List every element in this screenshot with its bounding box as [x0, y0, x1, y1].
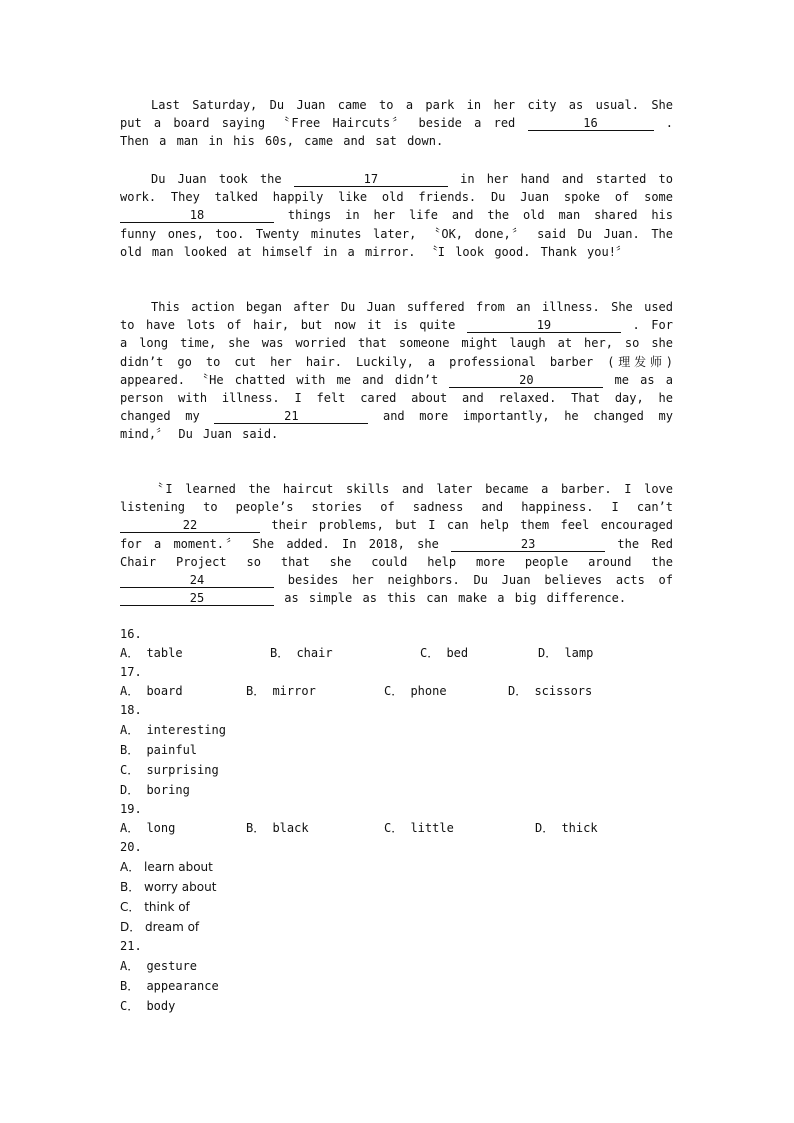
question-number: 21. [120, 939, 142, 953]
option-c[interactable]: C． phone [384, 684, 447, 698]
option-c[interactable]: C． think of [120, 900, 190, 914]
question-number: 18. [120, 703, 142, 717]
text-run: me as a person with illness. I felt cared about and relaxed. That day, he changed my [120, 372, 673, 424]
passage-paragraph-3 [120, 298, 673, 444]
blank-16[interactable]: 16 [528, 116, 654, 131]
question-number: 19. [120, 802, 142, 816]
options-row [120, 644, 680, 663]
option-b[interactable]: B． mirror [246, 684, 316, 698]
text-run: besides her neighbors. Du Juan believes acts of [274, 573, 673, 588]
blank-24[interactable]: 24 [120, 573, 274, 588]
paragraph-text [120, 298, 673, 444]
option-a[interactable]: A． gesture [120, 959, 198, 973]
options-row [120, 682, 680, 701]
blank-23[interactable]: 23 [451, 537, 605, 552]
question-number: 17. [120, 665, 142, 679]
text-run: . Then a man in his 60s, came and sat down. [120, 116, 673, 149]
question-number: 16. [120, 627, 142, 641]
option-a[interactable]: A． interesting [120, 723, 226, 737]
paragraph-text [120, 480, 673, 607]
text-run: the Red Chair Project so that she could help more people around the [120, 536, 673, 569]
blank-21[interactable]: 21 [214, 409, 368, 424]
text-run: and more importantly, he changed my mind,〞 Du Juan said. [120, 409, 673, 442]
text-run: as simple as this can make a big difference. [274, 591, 627, 606]
option-b[interactable]: B． appearance [120, 979, 219, 993]
blank-20[interactable]: 20 [449, 373, 603, 388]
passage-paragraph-4 [120, 480, 673, 607]
option-b[interactable]: B． black [246, 821, 309, 835]
option-a[interactable]: A． long [120, 821, 176, 835]
text-run: their problems, but I can help them feel encouraged for a moment.〞 She added. In 2018, she [120, 518, 673, 551]
blank-17[interactable]: 17 [294, 172, 448, 187]
option-b[interactable]: B． painful [120, 743, 198, 757]
text-run: 〝I learned the haircut skills and later became a barber. I love listening to people’s stories of sadness and happiness. I can’t [120, 482, 673, 515]
option-d[interactable]: D． dream of [120, 920, 200, 934]
question-list [120, 625, 680, 1016]
option-c[interactable]: C． little [384, 821, 454, 835]
question-number: 20. [120, 840, 142, 854]
blank-19[interactable]: 19 [467, 318, 621, 333]
passage-paragraph-1 [120, 96, 673, 151]
text-run: This action began after Du Juan suffered from an illness. She used to have lots of hair, but now it is quite [120, 300, 673, 333]
option-a[interactable]: A． board [120, 684, 183, 698]
option-a[interactable]: A． learn about [120, 860, 213, 874]
text-run: things in her life and the old man shared his funny ones, too. Twenty minutes later, 〝OK, done,〞 said Du Juan. The old man looked at himself in a mirror. 〝I look good. Thank you!〞 [120, 208, 673, 259]
blank-22[interactable]: 22 [120, 518, 260, 533]
option-d[interactable]: D． boring [120, 783, 190, 797]
text-run: Du Juan took the [151, 172, 294, 186]
paragraph-text [120, 170, 673, 261]
text-run: Last Saturday, Du Juan came to a park in her city as usual. She put a board saying 〝Free Haircuts〞 beside a red [120, 98, 673, 131]
option-b[interactable]: B． chair [270, 646, 333, 660]
blank-18[interactable]: 18 [120, 208, 274, 223]
option-d[interactable]: D． thick [535, 821, 598, 835]
options-row [120, 819, 680, 838]
text-run: . For a long time, she was worried that someone might laugh at her, so she didn’t go to cut her hair. Luckily, a professional barber (理发师) appeared. 〝He chatted with me and didn’t [120, 318, 673, 387]
option-c[interactable]: C． body [120, 999, 176, 1013]
option-b[interactable]: B． worry about [120, 880, 217, 894]
paragraph-text [120, 96, 673, 151]
option-d[interactable]: D． scissors [508, 684, 593, 698]
text-run: in her hand and started to work. They talked happily like old friends. Du Juan spoke of some [120, 172, 673, 205]
option-c[interactable]: C． bed [420, 646, 469, 660]
passage-paragraph-2 [120, 170, 673, 261]
option-a[interactable]: A． table [120, 646, 183, 660]
option-d[interactable]: D． lamp [538, 646, 594, 660]
option-c[interactable]: C． surprising [120, 763, 219, 777]
blank-25[interactable]: 25 [120, 591, 274, 606]
